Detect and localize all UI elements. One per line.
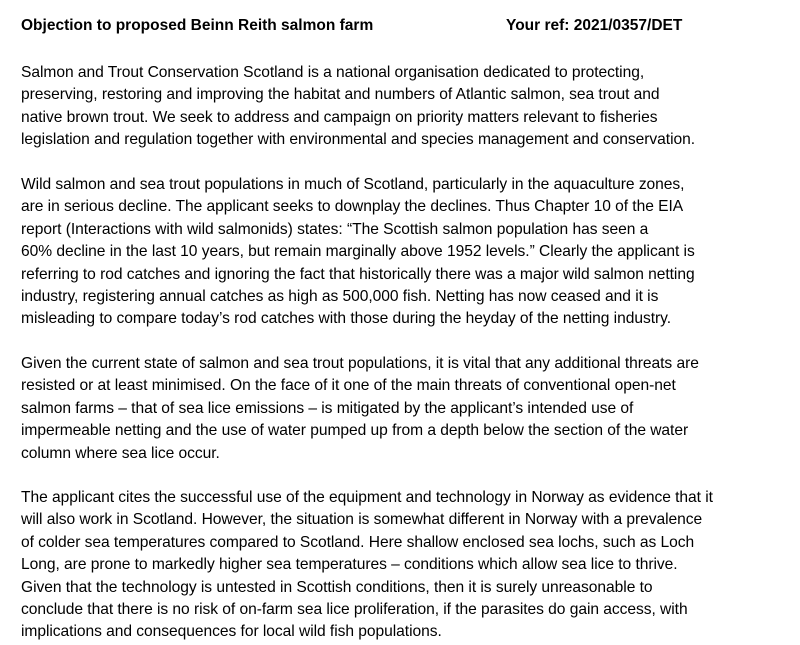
paragraph-population-decline <box>21 174 786 331</box>
paragraph-line: Wild salmon and sea trout populations in much of Scotland, particularly in the aquaculture zones, <box>21 176 685 193</box>
paragraph-line: conclude that there is no risk of on-farm sea lice proliferation, if the parasites do gain access, with <box>21 601 688 619</box>
paragraph-line: Given the current state of salmon and sea trout populations, it is vital that any additional threats are <box>21 355 699 372</box>
paragraph-sea-lice-threats <box>21 353 786 465</box>
paragraph-line: legislation and regulation together with environmental and species management and conservation. <box>21 131 696 149</box>
paragraph-line: will also work in Scotland. However, the situation is somewhat different in Norway with a prevalence <box>21 511 703 529</box>
document-title: Objection to proposed Beinn Reith salmon farm <box>21 17 374 34</box>
paragraph-line: Given that the technology is untested in Scottish conditions, then it is surely unreasonable to <box>21 578 653 596</box>
paragraph-line: implications and consequences for local wild fish populations. <box>21 623 442 641</box>
paragraph-line: industry, registering annual catches as high as 500,000 fish. Netting has now ceased and it is <box>21 288 659 306</box>
paragraph-line: salmon farms – that of sea lice emissions – is mitigated by the applicant’s intended use of <box>21 399 634 417</box>
paragraph-line: Salmon and Trout Conservation Scotland is a national organisation dedicated to protecting, <box>21 64 645 81</box>
paragraph-line: Long, are prone to markedly higher sea temperatures – conditions which allow sea lice to thrive. <box>21 556 678 574</box>
paragraph-organisation-intro <box>21 62 786 152</box>
paragraph-line: of colder sea temperatures compared to Scotland. Here shallow enclosed sea lochs, such as Loch <box>21 533 695 551</box>
paragraph-line: native brown trout. We seek to address and campaign on priority matters relevant to fisheries <box>21 108 658 126</box>
document-header <box>21 15 781 37</box>
paragraph-line: report (Interactions with wild salmonids) states: “The Scottish salmon population has seen a <box>21 220 649 238</box>
paragraph-line: resisted or at least minimised. On the face of it one of the main threats of conventional open-net <box>21 377 676 395</box>
paragraph-line: column where sea lice occur. <box>21 444 220 462</box>
paragraph-line: The applicant cites the successful use of the equipment and technology in Norway as evidence that it <box>21 489 713 506</box>
reference-number: Your ref: 2021/0357/DET <box>506 17 683 34</box>
paragraph-line: preserving, restoring and improving the habitat and numbers of Atlantic salmon, sea trout and <box>21 86 660 104</box>
paragraph-line: impermeable netting and the use of water pumped up from a depth below the section of the water <box>21 422 689 440</box>
paragraph-line: 60% decline in the last 10 years, but remain marginally above 1952 levels.” Clearly the applicant is <box>21 243 695 261</box>
paragraph-norway-comparison <box>21 487 786 644</box>
paragraph-line: referring to rod catches and ignoring the fact that historically there was a major wild salmon netting <box>21 265 695 283</box>
paragraph-line: misleading to compare today’s rod catches with those during the heyday of the netting industry. <box>21 310 671 328</box>
paragraph-line: are in serious decline. The applicant seeks to downplay the declines. Thus Chapter 10 of the EIA <box>21 198 684 216</box>
